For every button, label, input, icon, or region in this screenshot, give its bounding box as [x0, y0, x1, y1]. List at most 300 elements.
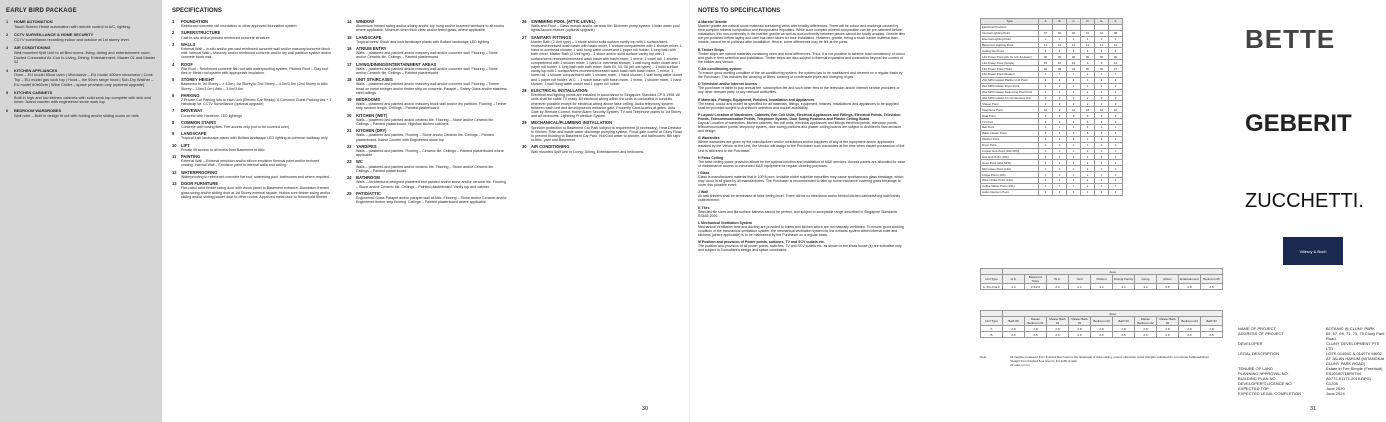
project-info-key: EXPECTED TOP — [1238, 386, 1269, 391]
table-cell: 1 — [1039, 89, 1053, 95]
note-item-desc: The brand, colour and model as specified for all materials, fittings, equipment, finishes, installations and appliances to be supplied shall be provided subject to Architect's selection and market availability. — [698, 101, 899, 110]
table-cell: 1 — [1053, 160, 1067, 166]
fixtures-header-cell: E — [1095, 19, 1109, 25]
table-cell: 2.6 — [1091, 332, 1113, 338]
spec-item-desc: Walls – plastered and painted and/or masonry block wall and/or dry partition. Flooring – Timber strip random length. Ceilings – Painted plasterboard — [356, 102, 507, 111]
table-cell: 9 — [1095, 113, 1109, 119]
area-header-cell: Unit Type — [981, 275, 1003, 284]
table-cell: 2 — [1081, 95, 1095, 101]
table-cell: External Lighting Point — [981, 36, 1039, 42]
project-info — [1238, 326, 1386, 396]
table-cell: 30 — [1067, 54, 1081, 60]
table-cell: Internal Lighting Point — [981, 30, 1039, 36]
table-cell: 1 — [1053, 72, 1067, 78]
area-header-cell: Living — [1135, 275, 1157, 284]
note-item — [698, 20, 906, 45]
spec-item-title: 5 STOREY HEIGHT — [172, 77, 215, 83]
table-cell: 2.8 — [1025, 326, 1047, 332]
fixtures-header-cell: A — [1039, 19, 1053, 25]
table-cell: 30 — [1039, 54, 1053, 60]
table-cell: TV Point — [981, 119, 1039, 125]
table-cell: 1 — [1109, 189, 1123, 195]
project-info-value: BOTANIC @ CLUNY PARK — [1326, 326, 1375, 331]
area-table-1 — [980, 268, 1223, 290]
table-cell: 11 — [1067, 42, 1081, 48]
table-cell: 4 — [1053, 48, 1067, 54]
table-cell: 9 — [1081, 113, 1095, 119]
table-note — [980, 355, 1230, 367]
table-row — [981, 332, 1223, 338]
note-item-title: G Warranties — [698, 136, 720, 141]
table-cell: 4 — [1109, 48, 1123, 54]
early-bird-list — [6, 20, 156, 118]
table-cell: 1 — [1053, 178, 1067, 184]
table-row — [981, 284, 1223, 290]
early-bird-item-title: 5 KITCHEN CABINETS — [6, 90, 53, 96]
early-bird-item-number: 6 — [6, 107, 9, 113]
spec-item — [522, 121, 682, 142]
spec-item-number: 22 — [347, 143, 352, 149]
spec-item-desc: Walls and Floor – Glass mosaic and/or ceramic tile. Skimmer pump system. Under water pool lights/Jacuzzi feature (optional upgrade) — [531, 24, 680, 33]
area-header-cell: Master Bath 01 — [1047, 317, 1069, 326]
table-cell: 1 — [1067, 178, 1081, 184]
table-cell: 1 — [1095, 125, 1109, 131]
table-cell: 1 — [1067, 172, 1081, 178]
table-cell: 6 — [1039, 130, 1053, 136]
spec-item — [347, 145, 507, 158]
table-cell: 2.3/2.6 — [1025, 284, 1047, 290]
note-item-desc: The position and provision of all power points, switches, TV and SCV outlets etc. as shown in the show house (s) are indicative only and subject to Consultant's design and space constraints. — [698, 244, 902, 253]
table-cell: 1 — [1053, 142, 1067, 148]
table-cell: 1 — [1039, 178, 1053, 184]
spec-item-desc: Concrete with nosing tiles. Fire access only (not to be covered over) — [181, 125, 290, 130]
area-header-cell: H.S. — [1003, 275, 1025, 284]
spec-item-title: 7 DRIVEWAY — [172, 108, 203, 114]
spec-item — [347, 20, 507, 33]
electrical-provision-table — [980, 18, 1123, 196]
table-cell: Wine Chiller Point (13A) — [981, 178, 1039, 184]
table-cell: 1 — [1081, 172, 1095, 178]
early-bird-item-number: 3 — [6, 45, 9, 51]
note-item-desc: Layout/ Location of wardrobes, kitchen cabinets, fan coil units, electrical appliances and fittings electrical points, television points, telecommunication points, telephony system, door swing positions and plaster ceiling boards are subject to Architect's final decision and design. — [698, 120, 902, 134]
table-cell: 10 — [1109, 107, 1123, 113]
project-info-key: PLANNING APPROVAL NO. — [1238, 371, 1289, 376]
spec-item-number: 17 — [347, 61, 352, 67]
area-header-cell: Bedroom 03 — [1091, 317, 1113, 326]
spec-item — [172, 144, 332, 152]
table-cell: 1 — [1053, 189, 1067, 195]
spec-item-number: 2 — [172, 30, 175, 36]
table-cell: 1 — [1039, 160, 1053, 166]
table-cell: 3.4 — [1091, 284, 1113, 290]
spec-item-number: 27 — [522, 34, 527, 40]
table-cell: 1 — [1067, 83, 1081, 89]
table-cell: 1 — [1067, 89, 1081, 95]
spec-item — [347, 47, 507, 60]
table-cell: Bell Point — [981, 125, 1039, 131]
table-cell: 1 — [1053, 172, 1067, 178]
spec-item-number: 20 — [347, 112, 352, 118]
spec-item-desc: Aluminium framed swing and/or sliding and/or top hung and/or louvered windows to all rooms where applicable. Minimum 6mm thick clear and/or tinted glass, where applicable — [356, 24, 505, 33]
table-cell: 6 — [1095, 119, 1109, 125]
table-cell: 1 — [1095, 83, 1109, 89]
table-cell: 9 — [1067, 113, 1081, 119]
project-info-key: LEGAL DESCRIPTION — [1238, 351, 1280, 356]
table-cell: 1 — [1053, 89, 1067, 95]
area-group-label: Area — [1003, 269, 1223, 275]
table-cell: 1 — [1039, 77, 1053, 83]
fixtures-table-wrap — [980, 18, 1123, 196]
table-cell: 13A Power Point (Single) — [981, 60, 1039, 66]
table-cell: 2 — [1053, 101, 1067, 107]
table-cell: 20A SPN Isolator Dryer Point — [981, 83, 1039, 89]
table-cell: 1 — [1095, 148, 1109, 154]
table-cell: 13A Power Point (Twin) — [981, 66, 1039, 72]
table-cell: 30 — [1053, 54, 1067, 60]
spec-column-2 — [347, 20, 507, 207]
table-cell: 5.8 — [1157, 284, 1179, 290]
table-cell: 3.4 — [1113, 284, 1135, 290]
spec-item-desc: Cast in-situ and/or precast reinforced concrete structure — [181, 35, 270, 40]
table-cell: 1 — [1039, 36, 1053, 42]
table-cell: 12 — [1053, 42, 1067, 48]
table-cell: 1 — [1053, 148, 1067, 154]
spec-item-desc: Reinforced concrete raft foundation or other approved foundation system — [181, 24, 297, 29]
spec-item-title: 28 ELECTRICAL INSTALLATION — [522, 88, 588, 94]
spec-item — [172, 43, 332, 60]
note-item-title: A Marble/ Granite — [698, 20, 727, 24]
table-cell: 1 — [1081, 83, 1095, 89]
table-cell: 2.8 — [1157, 326, 1179, 332]
table-cell: 1 — [1081, 142, 1095, 148]
early-bird-item-title: 6 BEDROOM WARDROBES — [6, 107, 62, 113]
page-number-30: 30 — [642, 406, 649, 412]
area-header-cell: Atrium — [1157, 275, 1179, 284]
specifications-page — [162, 0, 690, 422]
table-cell: 38 — [1109, 30, 1123, 36]
spec-item-title: 9 LANDSCAPE — [172, 131, 207, 137]
project-info-row — [1238, 341, 1386, 351]
table-cell: Gas Hob Point (13A) — [981, 154, 1039, 160]
project-info-key: DEVELOPER — [1238, 341, 1263, 346]
note-item-desc: Mechanical Ventilation fans and ducting are provided to toilets and kitchen which are not naturally ventilated. To ensure good working condition of the mechanical ventilation system, the mechanical ventilation system for the exhaust system within internal toilet and kitchens (where applicable) is to be maintained by the Purchaser on a regular basis. — [698, 224, 904, 238]
table-cell: Fridge Point (13A) — [981, 172, 1039, 178]
table-cell: 1 — [1081, 148, 1095, 154]
table-cell: 40 — [1053, 30, 1067, 36]
table-cell: 1 — [1095, 36, 1109, 42]
early-bird-item-title: 4 KITCHEN APPLIANCES — [6, 67, 58, 73]
table-cell: 2.8 — [1003, 326, 1025, 332]
table-cell: 6 — [1053, 130, 1067, 136]
table-cell: 1 — [1081, 160, 1095, 166]
table-cell: 36 — [1053, 66, 1067, 72]
page-number-31: 31 — [1310, 406, 1317, 412]
spec-item-number: 29 — [522, 120, 527, 126]
table-cell: 4 — [1095, 48, 1109, 54]
table-cell: 6 — [1109, 119, 1123, 125]
note-item-desc: All wall finishes shall be terminated at false ceiling level. There will be no tiles/stone works behind kitchen cabinets/long bath/vanity cabinet/mirror. — [698, 194, 901, 203]
spec-item-desc: Tropical lush landscape plants with Bollard landscape LED lighting at common walkway only — [181, 136, 328, 141]
table-cell: 1 — [1109, 148, 1123, 154]
project-info-value: June 2020 — [1326, 386, 1345, 391]
spec-item — [347, 114, 507, 127]
table-cell: 30 — [1081, 66, 1095, 72]
table-cell: 1 — [1081, 136, 1095, 142]
table-cell: Microwave Point (13A) — [981, 166, 1039, 172]
table-cell: 1 — [1067, 160, 1081, 166]
spec-item — [522, 89, 682, 118]
spec-item-title: 1 FOUNDATION — [172, 19, 208, 24]
table-cell: 2 — [1039, 95, 1053, 101]
note-item — [698, 240, 906, 252]
table-cell: 2.8 — [1091, 326, 1113, 332]
table-cell: Audio Intercom Point — [981, 189, 1039, 195]
table-cell: 10 — [1081, 107, 1095, 113]
table-cell: 1 — [1081, 72, 1095, 78]
note-item-desc: Glass is manufactured material that is 100% pure. Invisible nickel sulphide impurities may cause spontaneous glass breakage, which may occur in all glass by all manufacturers. The Purchaser is recommended to take up home insurance covering glass breakage to cover this possible event. — [698, 175, 904, 188]
table-cell: 1 — [1109, 136, 1123, 142]
spec-item-title: 21 KITCHEN (DRY) — [347, 128, 387, 134]
table-cell: 1 — [1067, 125, 1081, 131]
fixtures-header-cell: Type — [981, 19, 1039, 25]
table-cell: Cooker Hob Point (20A SPN) — [981, 148, 1039, 154]
note-item-desc: Timber strips are natural materials containing veins and tonal differences. Thus, it is not possible to achieve total consistency of colour and grain in their selection and installation. Timber strips are also subject to thermal expansion and contraction beyond the control of the builder and Vendor. — [698, 51, 906, 64]
note-item — [698, 98, 906, 110]
area-header-cell: Bath 05 — [1003, 317, 1025, 326]
table-cell: 1 — [1109, 142, 1123, 148]
table-cell: 6 — [1053, 119, 1067, 125]
table-cell: Oven Point (20A SPN) — [981, 160, 1039, 166]
early-bird-item-desc: Built in high and low kitchen cabinets with solid work top complete with sink and mixer. Island counter with engineered stone work top. — [14, 94, 151, 105]
project-info-value: CLUNY DEVELOPMENT PTE LTD — [1326, 341, 1380, 351]
table-cell: 1 — [1081, 154, 1095, 160]
table-cell: 27 — [1109, 66, 1123, 72]
table-cell: 1 — [1039, 189, 1053, 195]
spec-item-desc: Waterproofing to reinforced concrete flat roof, swimming pool, bathrooms and where required. — [181, 174, 330, 179]
spec-item — [347, 160, 507, 173]
table-cell: 6 — [1067, 119, 1081, 125]
area-header-cell: Master Bedroom 02 — [1135, 317, 1157, 326]
table-cell: 1 — [1067, 189, 1081, 195]
table-cell: 2.8 — [1201, 284, 1223, 290]
spec-item — [347, 176, 507, 189]
table-cell: 1 — [1109, 166, 1123, 172]
project-info-key: BUILDING PLAN NO. — [1238, 376, 1277, 381]
table-cell: 1 — [1081, 36, 1095, 42]
spec-item-title: 2 SUPERSTRUCTURE — [172, 30, 221, 36]
table-cell: Ceiling Fan Point — [981, 48, 1039, 54]
spec-item-title: 29 MECHANICAL/PLUMBING INSTALLATION — [522, 120, 613, 126]
spec-item-desc: 2 Private Car Parking lots to each Unit (Electric Car Ready). 8 Common Guest Parking lots + 1 Handicap lot. CCTV Surveillance (optional upgrade) — [181, 98, 332, 107]
spec-item-title: 22 YARD/PES — [347, 143, 377, 149]
area-header-cell: Bath 03 — [1113, 317, 1135, 326]
table-cell: 1 — [1095, 136, 1109, 142]
villeroy-boch-logo: Villeroy & Boch — [1283, 237, 1343, 265]
spec-item — [522, 36, 682, 86]
table-cell: Basement Lighting Point — [981, 42, 1039, 48]
table-cell: 12 — [1109, 60, 1123, 66]
area-header-row — [981, 317, 1223, 326]
table-cell: 11 — [1109, 42, 1123, 48]
table-cell: 20A SPN Isolator Platform Lift Point — [981, 77, 1039, 83]
table-cell: 1 — [1109, 178, 1123, 184]
table-cell: 1 — [1081, 89, 1095, 95]
early-bird-item — [6, 109, 156, 118]
table-cell: 2.4 — [1003, 284, 1025, 290]
table-cell: 15A Power Point (Heater) — [981, 72, 1039, 78]
table-cell: Shaver Point — [981, 101, 1039, 107]
table-cell: A, B,C,D,E,F — [981, 284, 1003, 290]
spec-item-number: 25 — [347, 190, 352, 196]
spec-item-desc: Concrete with Hardener. LED lightings — [181, 113, 242, 118]
note-item-title: K Tiles — [698, 205, 710, 210]
spec-item — [347, 78, 507, 95]
project-info-row — [1238, 391, 1386, 396]
table-cell: 31 — [1067, 66, 1081, 72]
project-info-value: ES20190716R0754 — [1326, 371, 1361, 376]
table-cell: 2 — [1067, 101, 1081, 107]
spec-item-desc: Walls – plastered and painted. Flooring – Ceramic tile. Ceilings – Painted plasterboard where applicable — [356, 149, 504, 158]
note-item-desc: Selected tile sizes and tile surface flatness cannot be perfect, and subject to acceptable range described in Singapore Standards SS483:2000. — [698, 209, 898, 218]
table-cell: 1 — [1095, 72, 1109, 78]
table-cell: 2 — [1095, 95, 1109, 101]
spec-item — [172, 109, 332, 117]
spec-item-desc: Basement to 1st Storey – ± 4.5m | 1st Storey to 2nd Storey – 4.0m/3.5m | 2nd Storey to Attic Storey – 3.5m/3.0m | Attic – 3.0m/2.5m — [181, 82, 328, 91]
note-item — [698, 48, 906, 64]
spec-item-title: 15 LANDSCAPE — [347, 34, 382, 40]
area-table-1-wrap — [980, 268, 1223, 290]
table-cell: 1 — [1039, 136, 1053, 142]
spec-item-number: 8 — [172, 119, 175, 125]
spec-item — [347, 129, 507, 142]
note-item-desc: To ensure good working condition of the air-conditioning system, the system has to be maintained and cleaned on a regular basis by the Purchaser. This includes the cleaning of filters, clearing of condensate pipes and charging of gas. — [698, 71, 903, 80]
note-item — [698, 136, 906, 152]
table-cell: 1 — [1067, 72, 1081, 78]
specifications-title: SPECIFICATIONS — [172, 8, 222, 14]
table-cell: 1 — [1095, 189, 1109, 195]
table-cell: 2.8 — [1113, 326, 1135, 332]
spec-item-title: 24 BATHROOM — [347, 175, 380, 181]
spec-item — [172, 155, 332, 168]
spec-item-number: 26 — [522, 19, 527, 24]
note-item — [698, 221, 906, 237]
table-cell: 1 — [1095, 178, 1109, 184]
spec-item-number: 15 — [347, 34, 352, 40]
spec-item-title: 26 SWIMMING POOL (ATTIC LEVEL) — [522, 19, 596, 24]
spec-item-number: 16 — [347, 46, 352, 52]
table-cell: 1 — [1081, 189, 1095, 195]
table-cell: 2 — [1081, 101, 1095, 107]
table-cell: Dryer Point — [981, 142, 1039, 148]
table-cell: 2.6 — [1135, 332, 1157, 338]
spec-item-desc: External Wall – External emulsion and/or silicon emulsion thermal paint and/or textured coating. Internal Wall – Emulsion paint to internal walls and ceiling. — [181, 159, 320, 168]
table-cell: 32A SPN Isolator AC Condensing Unit — [981, 95, 1039, 101]
spec-item-number: 4 — [172, 61, 175, 67]
table-cell: 9 — [1053, 113, 1067, 119]
early-bird-item — [6, 69, 156, 87]
table-cell: 1 — [1039, 166, 1053, 172]
spec-item — [172, 182, 332, 199]
early-bird-item-number: 2 — [6, 32, 9, 38]
spec-item — [347, 36, 507, 44]
table-cell: 1 — [1109, 125, 1123, 131]
table-cell: 10 — [1053, 60, 1067, 66]
note-item-title: L Mechanical Ventilation System — [698, 220, 753, 225]
table-cell: 9 — [1095, 60, 1109, 66]
table-cell: 1 — [1039, 142, 1053, 148]
table-cell: 1 — [1095, 172, 1109, 178]
table-cell: 1 — [1039, 172, 1053, 178]
note-item — [698, 206, 906, 218]
project-info-key: EXPECTED LEGAL COMPLETION — [1238, 391, 1301, 396]
area-header-cell: Basement Store — [1025, 275, 1047, 284]
spec-item-desc: Walls – plastered and painted. Flooring – Stone and/or Ceramic tile. Ceilings – Painted plasterboard. Island Counter with Engineered stone top — [356, 133, 494, 142]
table-cell: 1 — [1067, 154, 1081, 160]
spec-item-title: 17 LIVING/DINING/ENTERTAINMENT AREAS — [347, 61, 437, 67]
table-cell: 1 — [1081, 183, 1095, 189]
table-cell: 11 — [1039, 42, 1053, 48]
table-cell: 1 — [1067, 77, 1081, 83]
spec-item — [172, 94, 332, 107]
spec-item-desc: Walls – plastered and painted and/or masonry wall and/or concrete wall. Flooring – Stone and/or Ceramic tile. Ceilings – Painted plasterboard — [356, 51, 498, 60]
area-header-cell: Bedroom 04 — [1179, 317, 1201, 326]
table-cell: 11 — [1081, 42, 1095, 48]
spec-item-desc: Walls – plastered and painted and/or ceramic tile. Flooring – Stone and/or Ceramic tile. Ceilings – Painted plasterboard. High/low kitchen cabinets — [356, 117, 495, 127]
spec-item-number: 1 — [172, 19, 175, 24]
table-cell: 30 — [1109, 54, 1123, 60]
table-cell: 2.8 — [1047, 326, 1069, 332]
spec-item — [522, 20, 682, 33]
table-cell: 30 — [1095, 66, 1109, 72]
table-cell: 2 — [1067, 95, 1081, 101]
early-bird-item-title: 2 CCTV SURVEILLANCE & HOME SECURITY — [6, 32, 94, 38]
table-cell: 1 — [1081, 125, 1095, 131]
spec-item-title: 13 DOOR FURNITURE — [172, 181, 219, 187]
spec-item-desc: Wall mounted Split Unit to Living, Dining, Entertainment and bedrooms. — [531, 149, 645, 154]
note-item-desc: Where warranties are given by the manufacturer and/or contractors and/or suppliers of any of the equipment and/or appliances installed by the Vendor at the Unit, the Vendor will assign to the Purchaser such warranties at the time when vacant possession of the Unit is delivered to the Purchaser. — [698, 140, 905, 153]
spec-item-title: 3 WALLS — [172, 41, 196, 47]
table-cell: 2.8 — [1135, 326, 1157, 332]
table-cell: 1 — [1095, 183, 1109, 189]
table-cell: 1 — [1053, 83, 1067, 89]
table-cell: 1 — [1053, 125, 1067, 131]
spec-item-number: 23 — [347, 159, 352, 165]
early-bird-sidebar — [0, 0, 162, 422]
fixtures-header-cell: C — [1067, 19, 1081, 25]
table-cell: 10 — [1067, 107, 1081, 113]
table-note-line: *Height from finished floor level to the soffit of slab. — [1010, 359, 1078, 363]
spec-item-desc: Electrical and lighting points are installed in accordance to Singapore Standard CP 5:1998. All units shall be cable TV ready. All electrical wiring within the units is concealed in conduits wherever possible except for electrical wiring above false ceiling. Audio telephony system between each unit and development's entrance gate. Proximity Card Access at gates. Auto Gate by Remote Control. Home Alarm Security System. TV and Telephone points to 1st Storey and all bedrooms. Lightning Protection System — [531, 93, 682, 119]
table-cell: 1 — [1067, 142, 1081, 148]
zucchetti-logo: ZUCCHETTI. — [1245, 190, 1364, 212]
notes-column — [698, 20, 906, 256]
table-cell: A — [981, 326, 1003, 332]
project-info-key: ADDRESS OF PROJECT — [1238, 331, 1284, 336]
note-item — [698, 171, 906, 187]
table-cell: 2.6 — [1201, 332, 1223, 338]
table-cell: 6 — [1095, 130, 1109, 136]
spec-item-number: 6 — [172, 92, 175, 98]
spec-item-number: 30 — [522, 144, 527, 150]
spec-item — [172, 121, 332, 129]
area-header-cell: W.C. — [1047, 275, 1069, 284]
spec-item — [347, 192, 507, 205]
area-group-label: Area — [1003, 311, 1223, 317]
table-cell: 9 — [1053, 107, 1067, 113]
table-cell: 1 — [1053, 166, 1067, 172]
table-cell: 1 — [1067, 36, 1081, 42]
table-note-line: All units in mm — [1010, 363, 1030, 367]
